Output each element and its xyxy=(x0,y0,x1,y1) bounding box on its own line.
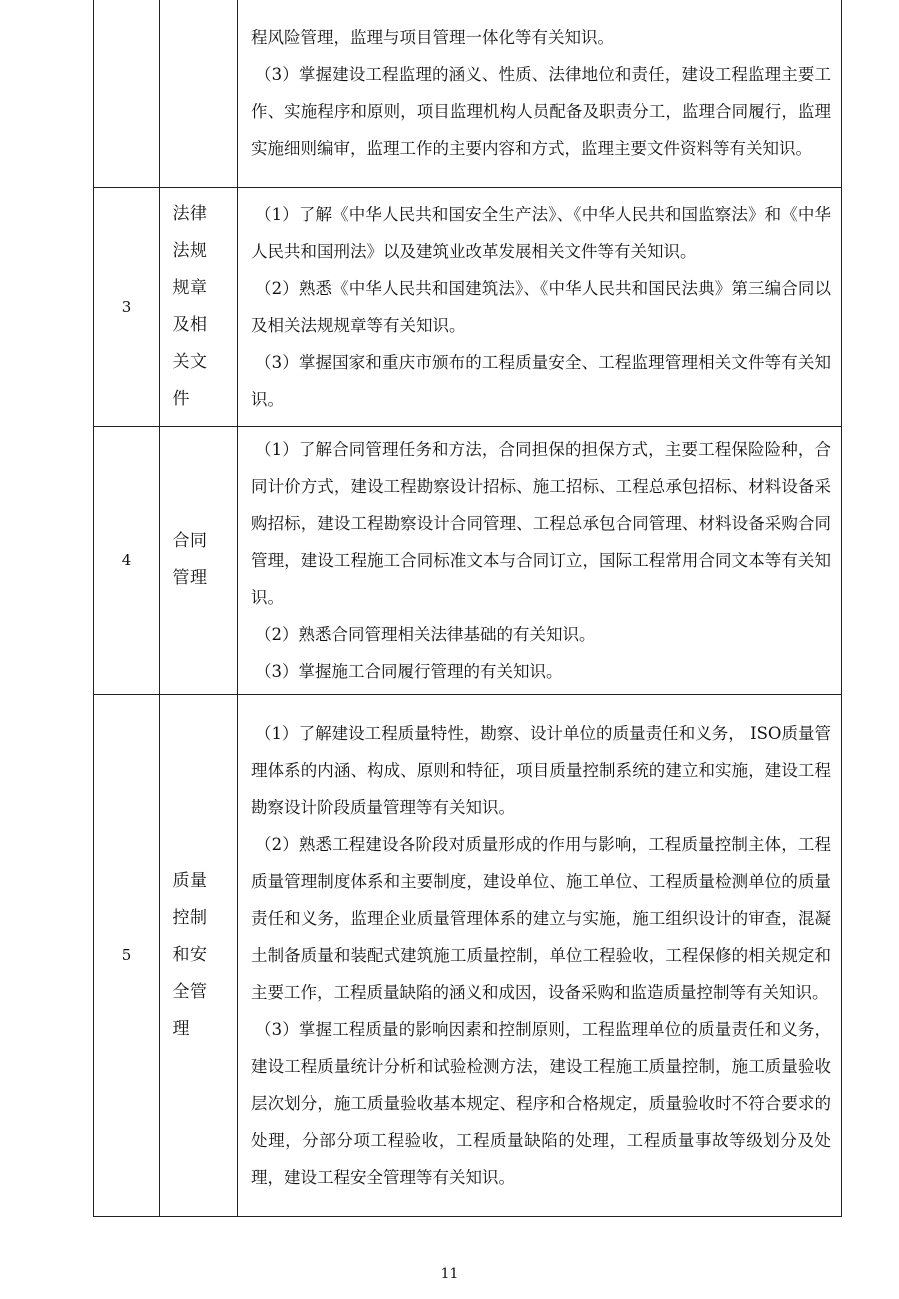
subject-name: 合同管理 xyxy=(172,531,208,588)
row-number xyxy=(94,0,160,187)
subject-name: 法律法规规章及相关文件 xyxy=(172,203,208,409)
paragraph: （1）了解建设工程质量特性，勘察、设计单位的质量责任和义务， ISO质量管理体系的内涵、构成、原则和特征，项目质量控制系统的建立和实施，建设工程勘察设计阶段质量管理等有关知识。 xyxy=(251,723,831,817)
content-cell xyxy=(238,694,842,1216)
table-row xyxy=(94,187,842,426)
paragraph: （3）掌握工程质量的影响因素和控制原则，工程监理单位的质量责任和义务，建设工程质量统计分析和试验检测方法，建设工程施工质量控制，施工质量验收层次划分，施工质量验收基本规定、程序和合格规定，质量验收时不符合要求的处理，分部分项工程验收，工程质量缺陷的处理，工程质量事故等级划分及处理，建设工程安全管理等有关知识。 xyxy=(251,1019,831,1187)
subject-name-cell xyxy=(160,187,238,426)
row-number: 4 xyxy=(94,426,160,694)
paragraph: （2）熟悉《中华人民共和国建筑法》、《中华人民共和国民法典》第三编合同以及相关法规规章等有关知识。 xyxy=(251,278,831,335)
paragraph: （1）了解《中华人民共和国安全生产法》、《中华人民共和国监察法》和《中华人民共和国刑法》以及建筑业改革发展相关文件等有关知识。 xyxy=(251,204,831,261)
row-number: 5 xyxy=(94,694,160,1216)
paragraph: 程风险管理，监理与项目管理一体化等有关知识。 xyxy=(251,28,614,48)
table-row xyxy=(94,694,842,1216)
syllabus-table xyxy=(93,0,842,1217)
table-row xyxy=(94,426,842,694)
subject-name-cell xyxy=(160,426,238,694)
content-cell xyxy=(238,426,842,694)
table-row xyxy=(94,0,842,187)
paragraph: （3）掌握建设工程监理的涵义、性质、法律地位和责任，建设工程监理主要工作、实施程序和原则，项目监理机构人员配备及职责分工，监理合同履行，监理实施细则编审，监理工作的主要内容和方式，监理主要文件资料等有关知识。 xyxy=(251,65,831,159)
subject-name-cell xyxy=(160,694,238,1216)
subject-name-cell xyxy=(160,0,238,187)
paragraph: （1）了解合同管理任务和方法，合同担保的担保方式，主要工程保险险种，合同计价方式，建设工程勘察设计招标、施工招标、工程总承包招标、材料设备采购招标，建设工程勘察设计合同管理、工程总承包合同管理、材料设备采购合同管理，建设工程施工合同标准文本与合同订立，国际工程常用合同文本等有关知识。 xyxy=(251,439,831,607)
content-cell xyxy=(238,187,842,426)
paragraph: （3）掌握施工合同履行管理的有关知识。 xyxy=(255,661,563,681)
paragraph: （3）掌握国家和重庆市颁布的工程质量安全、工程监理管理相关文件等有关知识。 xyxy=(251,352,831,409)
paragraph: （2）熟悉合同管理相关法律基础的有关知识。 xyxy=(255,624,596,644)
row-number: 3 xyxy=(94,187,160,426)
paragraph: （2）熟悉工程建设各阶段对质量形成的作用与影响，工程质量控制主体，工程质量管理制度体系和主要制度，建设单位、施工单位、工程质量检测单位的质量责任和义务，监理企业质量管理体系的建立与实施，施工组织设计的审查，混凝土制备质量和装配式建筑施工质量控制，单位工程验收，工程保修的相关规定和主要工作，工程质量缺陷的涵义和成因，设备采购和监造质量控制等有关知识。 xyxy=(251,834,831,1002)
subject-name: 质量控制和安全管理 xyxy=(172,870,208,1039)
page-number: 11 xyxy=(440,1266,459,1282)
content-cell xyxy=(238,0,842,187)
